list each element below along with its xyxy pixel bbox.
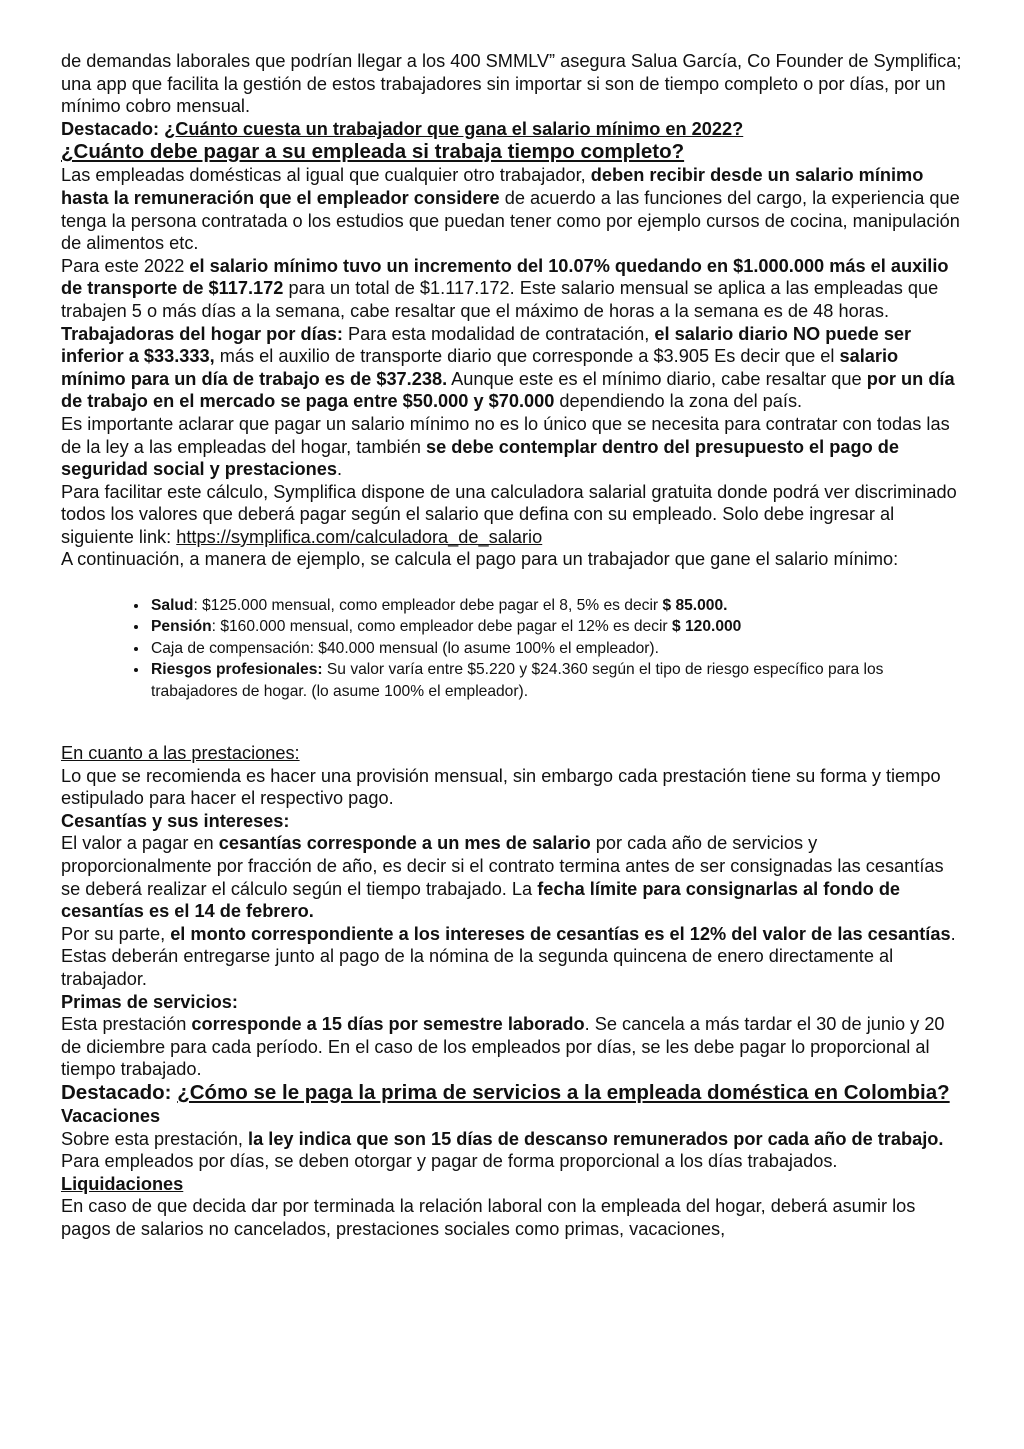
destacado-salario-minimo [61, 118, 966, 141]
bold-run: el salario mínimo tuvo un incremento del 10.07% quedando en $1.000.000 más el auxilio de transporte de $117.172 [61, 255, 949, 299]
bold-run: fecha límite para consignarlas al fondo de cesantías es el 14 de febrero. [61, 878, 901, 922]
text-run: . Estas deberán entregarse junto al pago de la nómina de la segunda quincena de enero directamente al trabajador. [61, 923, 956, 990]
paragraph-intereses [61, 923, 966, 991]
bold-run: $ 85.000. [662, 597, 728, 615]
bold-run: salario mínimo para un día de trabajo es de $37.238. [61, 346, 899, 389]
paragraph-salario [61, 164, 966, 254]
text-run: para un total de $1.117.172. Este salario mensual se aplica a las empleadas que trabajen 5 o más días a la semana, cabe resaltar que el máximo de horas a la semana es de 48 horas. [61, 278, 939, 321]
text-run: Aunque este es el mínimo diario, cabe resaltar que [447, 368, 867, 389]
intro-paragraph: de demandas laborales que podrían llegar a los 400 SMMLV” asegura Salua García, Co Founder de Symplifica; una app que facilita la gestión de estos trabajadores sin importar si son de tiempo completo o por días, por un mínimo cobro mensual. [61, 51, 962, 117]
list-item [149, 595, 966, 616]
destacado-label: Destacado: [61, 1081, 178, 1104]
heading-prestaciones: En cuanto a las prestaciones: [61, 743, 300, 764]
text-run: . [336, 459, 343, 480]
text-run: Su valor varía entre $5.220 y $24.360 según el tipo de riesgo específico para los trabajadores de hogar. (lo asume 100% el empleador). [151, 661, 884, 700]
bold-run: el salario diario NO puede ser inferior a $33.333, [61, 323, 912, 367]
text-run: por cada año de servicios y proporcionalmente por fracción de año, es decir si el contrato termina antes de ser consignadas las cesantías se deberá realizar el cálculo según el tiempo trabajado. La [61, 833, 944, 899]
text-run: El valor a pagar en [61, 833, 219, 854]
destacado-prima-link[interactable]: ¿Cómo se le paga la prima de servicios a la empleada doméstica en Colombia? [177, 1081, 950, 1104]
bold-run: Riesgos profesionales: [151, 661, 323, 679]
text-run: Para esta modalidad de contratación, [342, 323, 655, 344]
paragraph-provision: Lo que se recomienda es hacer una provisión mensual, sin embargo cada prestación tiene su forma y tiempo estipulado para hacer el respectivo pago. [61, 765, 941, 809]
text-run: más el auxilio de transporte diario que corresponde a $3.905 Es decir que el [214, 346, 840, 367]
paragraph-primas [61, 1013, 966, 1081]
bold-run: Salud [151, 597, 194, 615]
heading-tiempo-completo: ¿Cuánto debe pagar a su empleada si trabaja tiempo completo? [61, 140, 685, 164]
text-run: Para este 2022 [61, 255, 190, 276]
paragraph-por-dias [61, 323, 966, 413]
paragraph-2022 [61, 255, 966, 323]
bold-run: Trabajadoras del hogar por días: [61, 323, 343, 344]
bold-run: deben recibir desde un salario mínimo hasta la remuneración que el empleador considere [61, 165, 924, 208]
list-item [149, 659, 966, 702]
destacado-prima [61, 1081, 966, 1105]
calculadora-link[interactable]: https://symplifica.com/calculadora_de_salario [176, 526, 543, 547]
text-run: Las empleadas domésticas al igual que cualquier otro trabajador, [61, 165, 591, 186]
text-run: Para empleados por días, se deben otorgar y pagar de forma proporcional a los días trabajados. [61, 1151, 838, 1172]
bold-run: se debe contemplar dentro del presupuesto el pago de seguridad social y prestaciones [61, 436, 899, 480]
text-run: : $125.000 mensual, como empleador debe pagar el 8, 5% es decir [193, 597, 663, 615]
bold-run: cesantías corresponde a un mes de salario [218, 833, 591, 854]
text-run: Es importante aclarar que pagar un salario mínimo no es lo único que se necesita para contratar con todas las de la ley a las empleadas del hogar, también [61, 413, 950, 457]
list-item [149, 638, 966, 659]
paragraph-seguridad-social [61, 413, 966, 481]
bold-run: la ley indica que son 15 días de descanso remunerados por cada año de trabajo. [248, 1128, 944, 1149]
bold-run: corresponde a 15 días por semestre laborado [191, 1014, 585, 1035]
heading-liquidaciones: Liquidaciones [61, 1173, 184, 1194]
bold-run: el monto correspondiente a los intereses de cesantías es el 12% del valor de las cesantías [170, 923, 951, 944]
text-run: Por su parte, [61, 923, 171, 944]
text-run: Esta prestación [61, 1014, 192, 1035]
spacer [61, 702, 966, 742]
heading-vacaciones: Vacaciones [61, 1106, 161, 1126]
text-run: dependiendo la zona del país. [554, 391, 803, 412]
paragraph-cesantias [61, 832, 966, 922]
list-item [149, 616, 966, 637]
bold-run: por un día de trabajo en el mercado se paga entre $50.000 y $70.000 [61, 368, 955, 412]
paragraph-liquidaciones: En caso de que decida dar por terminada la relación laboral con la empleada del hogar, deberá asumir los pagos de salarios no cancelados, prestaciones sociales como primas, vacaciones, [61, 1196, 916, 1239]
text-run: de acuerdo a las funciones del cargo, la experiencia que tenga la persona contratada o los estudios que puedan tener como por ejemplo cursos de cocina, manipulación de alimentos etc. [61, 187, 960, 254]
heading-cesantias: Cesantías y sus intereses: [61, 810, 290, 831]
contributions-list [61, 595, 966, 702]
paragraph-calculadora [61, 481, 966, 549]
bold-run: Pensión [151, 618, 212, 636]
text-run: : $160.000 mensual, como empleador debe pagar el 12% es decir [211, 618, 672, 636]
document-page [61, 50, 966, 1241]
paragraph-vacaciones [61, 1128, 966, 1173]
paragraph-ejemplo: A continuación, a manera de ejemplo, se calcula el pago para un trabajador que gane el salario mínimo: [61, 549, 899, 570]
heading-primas: Primas de servicios: [61, 991, 238, 1012]
text-run: . Se cancela a más tardar el 30 de junio y 20 de diciembre para cada período. En el caso de los empleados por días, se les debe pagar lo proporcional al tiempo trabajado. [61, 1014, 945, 1080]
bold-run: $ 120.000 [671, 618, 742, 636]
text-run: Caja de compensación: $40.000 mensual (lo asume 100% el empleador). [151, 639, 659, 657]
destacado-salario-minimo-link[interactable]: ¿Cuánto cuesta un trabajador que gana el salario mínimo en 2022? [164, 118, 744, 139]
text-run: Para facilitar este cálculo, Symplifica dispone de una calculadora salarial gratuita donde podrá ver discriminado todos los valores que deberá pagar según el salario que defina con su empleado. Solo debe ingresar al siguiente link: [61, 481, 957, 547]
text-run: Sobre esta prestación, [61, 1128, 249, 1149]
destacado-label: Destacado: [61, 118, 165, 139]
